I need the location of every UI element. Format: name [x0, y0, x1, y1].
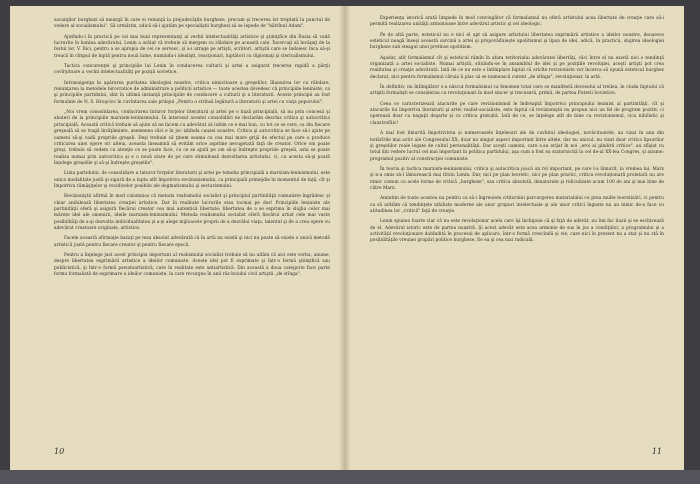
paragraph: Ceea ce caracterizează atacurile pe care revizionismul le îndreaptă împotriva principiului leninist al partinităţii, cît şi atacurile lui împotriva literaturii şi artei realist-socialiste, este faptul că revizioniştii nu propun nici un fel de program pozitiv, ci operează doar cu negaţii deşarte şi cu critica gratuită. Iată de ce, se înţelege atît de bine cu revizionismul, cica nihilistic şi claustrofilic! — [370, 101, 664, 126]
right-page-text — [370, 16, 664, 245]
paragraph: În teoria şi tactica marxism-leninismului, critica şi autocritica joacă un rol important, pe care l-a lămurit, la vremea lui, Marx şi n-a omis să-l lămurească mai tîrziu Lenin. Dar, nici pe plan teoretic, nici pe plan practic, critica revoluţionară proletară nu are nimic comun cu acele forme de critică „burgheze", sau critica absolută, denaturate şi ridiculizate acum 100 de ani şi mai bine de către Marx. — [370, 166, 664, 191]
paragraph: Facem această afirmaţie bazaţi pe teza absolut adevărată că în artă nu există şi nici nu poate să existe o unică metodă artistică justă pentru fiecare creator şi pentru fiecare epocă. — [54, 236, 330, 248]
book-edge — [0, 470, 700, 484]
paragraph: Revizioniştii afirmă în mod calomnios că metoda realismului socialist şi principiul partinităţii comuniste îngrădesc şi chiar anihilează libertatea creaţiei artistice. Dar în realitate lucrurile stau tocmai pe dos! Principiile leniniste ale partinităţii oferă şi asigură fiecărui creator cea mai autentică libertate: libertatea de a se exprima în slujba celor mai mărețe idei ale omenirii, ideile marxism-leninismului. Metoda realismului socialist oferă fiecărui artist cele mai vaste posibilităţi de a-şi dezvolta individualitatea şi a-şi alege mijloacele proprii de a dezvălui viaţa, talentul şi de a crea opere cu adevărat creatoare originale, artistice. — [54, 194, 330, 231]
page-number-left: 10 — [54, 447, 65, 456]
page-number-right: 11 — [651, 447, 662, 456]
paragraph: savanţilor burghezi să meargă în care ei renunţă la prejudecăţile burgheze, precum şi trecerea lor treptată la punctul de vedere al socialismului". Să urmărim, adică să-i ajutăm pe specialiştii burghezi să se lepede de "bătrînul Adam". — [54, 18, 330, 30]
paragraph: A mai fost limurită împotrivirea și numeroasele înţelesuri ale de cuvîntul ideologiei, novăcitoarele, au vizat în una din hotărîrile mai activ ale Congresului XX, doar nu singur aspect important între altele, dar nu unicul: nu vizat doar critica lipsurilor şi greşelilor reale legate de cultul personalităţii. Dar aceşti oameni, care s-au erijat în noi „eroi ai gîndirii critice", au sfîşiat cu totul din vedere lucrul cel mai important în politica partidului, aşa cum a fost ea statornicită la cel de-al XX-lea Congres, şi anume: programul pozitiv al construcţiei comuniste. — [370, 131, 664, 162]
paragraph: Tactica concurenţei şi principiile lui Lenin în conducerea culturii şi artei a asigurat trecerea rapidă a părţii covîrşitoare a vechii intelectualităţi pe poziţii sovietice. — [54, 64, 330, 76]
paragraph: Amintim de toate acestea nu pentru ca să-i îngreuiem cititorului parcurgerea materialului cu prea multe teoretizări, ci pentru ca să arătăm că tendinţele nihiliste moderne ale unor grupuri intelectuale şi ale unor critici înguste nu au nimic de-a face cu atitudinea lor „critică" faţă de creaţie. — [370, 196, 664, 214]
book-gutter — [339, 6, 351, 472]
paragraph: Intransigenţa în apărarea puritatea ideologiei noastre, critica nimicitoare a greşelilor, îllanuirea lor cu răbdare, renunţarea la metodele birocratice de administrare a politicii artistice — toate acestea dovedesc că principiile leniniste, ca şi principiile partidului, sînt în ultimă instanţă principiile de conducere a culturii şi a literaturii. Aceste principii au fost formulate de N. S. Hruşciov în cuvîntarea sale prilejul „Pentru o strînsă legătură a literaturii şi artei cu viaţa poporului". — [54, 80, 330, 105]
paragraph: Ajutîndu-i în practică pe cei mai buni reprezentanţi ai vechii intelectualităţi artistice şi ştiinţifice din Rusia să vadă lucrurile în lumina adevărului, Lenin a arătat că trebuie să mergem cu răbdare pe această cale. Încercaţi să învăţaţi de la fostul lor, V. Ilici, pentru a se apropia de cei ce servesc, şi a-i atrage pe artişti, scriitori, artiştii care se îndoiesc înca să-şi treacă în cîmpul de luptă pentru nouă lume, numindu-i idealişti, reacţionari, luptători cu diplomaţi şi clericalismului. — [54, 34, 330, 59]
paragraph: Aşadar, atît formalismul cît şi esteticul rămîn în afara teritoriului adevăratei libertăţi, căci între el nu există nici o tendinţă organizată a artei socialiste. Numai artiştii, situîndu-se în ansamblul de idei şi pe poziţiile revoluţiei, aceşti artişti pot crea realitatea şi creaţie adevărată. Iată de ce nu este o întîmplare faptul că oricîte revizioniste vor încerca să opună esteticul burghez declarat, nici pentru formalismul căruia îi plac să se numească curent „de stînga", revoluţionar, în artă. — [370, 55, 664, 80]
paragraph: Pe de altă parte, esteticul nu e nici el apt să asigure artistului libertatea exprimării artistice a ideilor noastre, deoarece esteticul neagă înseşi această sarcină a artei şi propovăduieşte apolitismul şi lipsa de idei, adică, în practică, slujirea ideologiei burgheze sub steagul unei pretinse apolitism. — [370, 32, 664, 51]
paragraph: Lenin spunea foarte clar că nu este revoluţionar acela care îşi închipuie că şi faţă de adevăr, nu îmi fac iluzii şi se eschivează de el. Adevărul istoric este de partea noastră. Şi acest adevăr este acea armonie de sus în jos a condiţiilor, a programului şi a activităţii revoluţionare dobîndită în procesul de aplicare, într-o formă crescîndă şi vie, care nici în prezent nu a stat şi nu stă în posibilităţile vreunei grupări politice burgheze, fie ea şi cea mai radicală. — [370, 219, 664, 244]
paragraph: Experienţa istorică arată limpede în mod convingător că formalismul nu oferă artistului acea libertate de creaţie care să-i permită realizarea unităţii armonioase între adevărul artistic şi cel ideologic. — [370, 16, 664, 28]
left-page — [10, 6, 344, 472]
paragraph: În definitiv, nu întîmplător s-a născut formalismul ca fenomen total care se manifestă decesului al treilea, în ciuda faptului că artiştii formalişti se considerau ca revoluţionari în mod sincer şi trecuseră, primii, de partea Puterii Sovietice. — [370, 85, 664, 97]
right-page — [344, 6, 684, 472]
paragraph: Linia partidului, de consolidare a tuturor forţelor literaturii şi artei pe temelia principială a marxism-leninismului, este unica modalitate justă şi sigură de a lupta atît împotriva revizionismului, ca principală primejdie în momentul de faţă, cît şi împotriva rămăşiţelor şi recidivelor posibile ale dogmatismului şi sectarismului. — [54, 171, 330, 189]
left-page-text — [54, 18, 330, 278]
paragraph: Pentru a înţelege just acest principiu important al realismului socialist trebuie să nu uităm că aici este vorba, anume, despre libertatea exprimării artistice a ideilor comuniste. Aceste idei pot fi exprimate şi într-o formă ştiinţifică sau publicistică, şi într-o formă pseudoartistică, care în realitate este antiartistică. Din această a doua categorie face parte forma formalistă de exprimare a ideilor comuniste, la care recurgea în anii răz-boiului civil artiştii „de stînga". — [54, 253, 330, 278]
paragraph: „Noi vrem consolidarea, conlucrarea tuturor forţelor literaturii şi artei pe o bază principială, să nu prin concesii şi abateri de la principiile marxism-leninismului. În interesul acestei consolidări ne declarăm deschis critica şi autocritica principială. Această critică trebuie să ajute să ne facem cu adevărat să iubim ce e mai bun, cu tot ce se cere, ca din fiecare greşeală să se tragă învăţăminte, asemenea căci e în joc izbînda cauzei noastre. Critica şi autocritica se face să-i ajute pe oameni să-şi vadă propriile greşeli. Deşi trebuie să ţinem seama cu cea mai mare grijă de efectul pe care o produce criticarea unei opere ori alteia, aceasta înseamnă să evităm orice asprime necugetată faţă de creator. Orice om poate greşi, trebuie să vedem cu atenţie ce se poate face, cu ce se ajută pe om să-şi îndrepte propriile greşeli, asta se poate realiza numai prin autocritica şi e o nouă stare de pe care stimulează dezvoltarea artistului, ci, ca acesta să-şi poată înţelege greşelile şi să-şi îndrepte greşelile". — [54, 110, 330, 166]
